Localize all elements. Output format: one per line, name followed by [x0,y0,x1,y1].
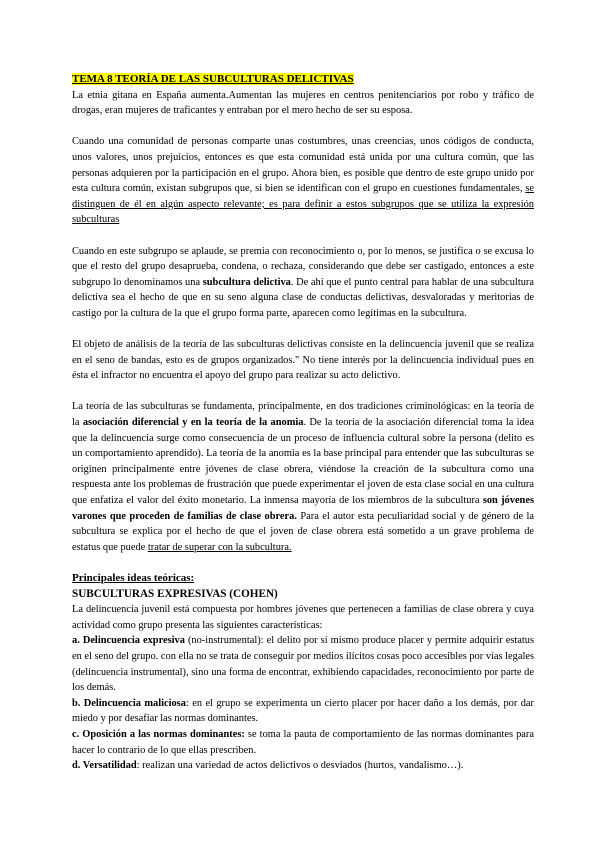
bold-term-subcultura-delictiva: subcultura delictiva [202,276,291,288]
list-item-a-text: (no-instrumental): el delito por sí mismo produce placer y permite adquirir estatus en el seno del grupo. con ella no se trata de conseguir por medios ilícitos cosas poco accesibles por vías legales (delincuencia instrumental), sino una forma de encontrar, exhibiendo capacidades, reconocimiento por parte de los demás. [72,635,535,694]
paragraph-characteristics: La delincuencia juvenil está compuesta por hombres jóvenes que pertenecen a familias de clase obrera y cuya actividad como grupo presenta las siguientes características: [72,604,534,631]
document-body [72,72,534,774]
paragraph-traditions-text-end: Para el autor esta peculiaridad social y de género de la subcultura se explica por el hecho de que el joven de clase obrera está sometido a un grave problema de estatus que puede [72,510,534,553]
underlined-definition: se distinguen de él en algún aspecto relevante; es para definir a estos subgrupos que se utiliza la expresión subculturas [72,183,534,226]
section-subheading: SUBCULTURAS EXPRESIVAS (COHEN) [72,587,278,600]
bold-term-theories: asociación diferencial y en la teoría de la anomia [82,417,304,429]
paragraph-traditions-text-mid: . De la teoría de la asociación diferencial toma la idea que la delincuencia surge como consecuencia de un proceso de influencia cultural sobre la persona (delito es un comportamiento aprendido). La teoría de la anomia es la base principal para entender que las subculturas se originen principalmente entre jóvenes de clase obrera, viéndose la creación de la subcultura como una respuesta ante los problemas de frustración que puede experimentar el joven de esta clase social en una cultura que enfatiza el valor del éxito monetario. La inmensa mayoría de los miembros de la subcultura [72,417,534,507]
paragraph-traditions [72,399,534,555]
list-item-d [72,758,534,774]
page-title [72,72,534,88]
list-item-b-label: b. Delincuencia maliciosa [72,697,186,709]
bold-term-working-class: son jóvenes varones que proceden de familias de clase obrera. [72,495,534,522]
section-heading [72,571,534,587]
paragraph-traditions-text: La teoría de las subculturas se fundamenta, principalmente, en dos tradiciones criminológicas: en la teoría de la [72,401,534,429]
list-item-c [72,727,534,758]
list-item-d-label: d. Versatilidad [72,760,137,772]
list-item-c-label: c. Oposición a las normas dominantes: [72,728,245,740]
paragraph-culture [72,134,534,228]
list-item-b-text: : en el grupo se experimenta un cierto placer por hacer daño a los demás, por dar miedo y por desafiar las normas dominantes. [72,697,534,725]
list-item-b [72,696,534,727]
paragraph-object: El objeto de análisis de la teoría de las subculturas delictivas consiste en la delincuencia juvenil que se realiza en el seno de bandas, esto es de grupos organizados." No tiene interés por la delincuencia individual pues en ésta el infractor no encuentra el apoyo del grupo para realizar su acto delictivo. [72,339,534,382]
paragraph-subculture [72,244,534,322]
underlined-status: tratar de superar con la subcultura. [147,541,292,553]
section-heading-text: Principales ideas teóricas: [72,572,195,584]
title-text: TEMA 8 TEORÍA DE LAS SUBCULTURAS DELICTIVAS [72,73,354,85]
paragraph-intro: La etnia gitana en España aumenta.Aumentan las mujeres en centros penitenciarios por robo y tráfico de drogas, eran mujeres de traficantes y entraban por el mero hecho de ser su esposa. [72,89,534,117]
list-item-c-text: se toma la pauta de comportamiento de las normas dominantes para hacer lo contrario de lo que ellas prescriben. [72,728,534,756]
paragraph-culture-text: Cuando una comunidad de personas comparte unas costumbres, unas creencias, unos códigos de conducta, unos valores, unos prejuicios, entonces es que esta comunidad está unida por una cultura común, que las personas adquieren por la participación en el grupo. Ahora bien, es posible que dentro de este grupo unido por esta cultura común, existan subgrupos que, si bien se identifican con el grupo en cuestiones fundamentales, [72,136,534,195]
list-item-d-text: : realizan una variedad de actos delictivos o desviados (hurtos, vandalismo…). [136,760,464,772]
list-item-a-label: a. Delincuencia expresiva [72,635,185,647]
list-item-a [72,633,534,695]
paragraph-subculture-text: Cuando en este subgrupo se aplaude, se premia con reconocimiento o, por lo menos, se justifica o se excusa lo que el resto del grupo desaprueba, condena, o rechaza, considerando que debe ser castigado, entonces a este subgrupo lo denominamos una [72,245,534,288]
paragraph-subculture-text-end: . De ahí que el punto central para hablar de una subcultura delictiva sea el hecho de que en su seno alguna clase de conductas delictivas, desvaloradas y meritorias de castigo por la cultura de la que el grupo forma parte, aparecen como legítimas en la subcultura. [72,276,534,319]
